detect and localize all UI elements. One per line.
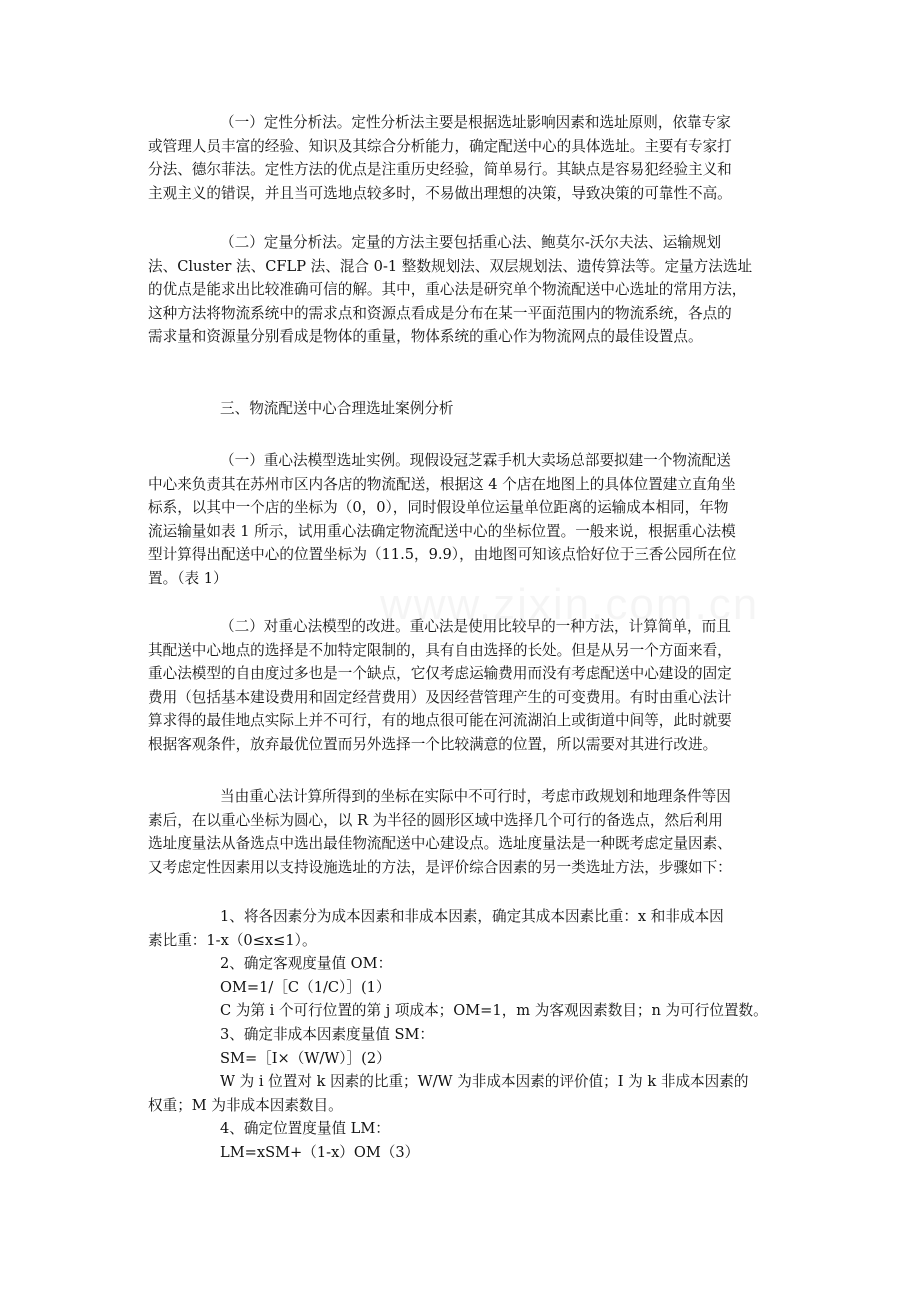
step-2: 2、确定客观度量值 OM： bbox=[220, 955, 393, 973]
procedure-steps bbox=[148, 905, 798, 1165]
paragraph-gravity-example: （一）重心法模型选址实例。现假设冠芝霖手机大卖场总部要拟建一个物流配送 中心来负责其在苏州市区内各店的物流配送，根据这 4 个店在地图上的具体位置建立直角坐 标系，以其中一个店的坐标为（0，0），同时假设单位运量单位距离的运输成本相同，年物 流运输量如表 1 所示，试用重心法确定物流配送中心的坐标位置。一般来说，根据重心法模 型计算得出配送中心的位置坐标为（11.5，9.9），由地图可知该点恰好位于三香公园所在位 置。（表 1） bbox=[148, 452, 737, 587]
formula-2-note: W 为 i 位置对 k 因素的比重；W/W 为非成本因素的评价值；I 为 k 非成本因素的 bbox=[220, 1073, 749, 1091]
paragraph-site-measure: 当由重心法计算所得到的坐标在实际中不可行时，考虑市政规划和地理条件等因 素后，在以重心坐标为圆心，以 R 为半径的圆形区域中选择几个可行的备选点，然后利用 选址度量法从备选点中选出最佳物流配送中心建设点。选址度量法是一种既考虑定量因素、 又考虑定性因素用以支持设施选址的方法，是评价综合因素的另一类选址方法，步骤如下： bbox=[148, 788, 732, 876]
step-3: 3、确定非成本因素度量值 SM： bbox=[220, 1025, 434, 1043]
formula-2: SM=［I×（W/W）］(2） bbox=[220, 1049, 391, 1067]
step-1: 1、将各因素分为成本因素和非成本因素，确定其成本因素比重：x 和非成本因 bbox=[220, 908, 724, 925]
formula-1-note: C 为第 i 个可行位置的第 j 项成本；OM=1，m 为客观因素数目；n 为可行位置数。 bbox=[220, 1002, 768, 1020]
formula-3: LM=xSM+（1-x）OM（3） bbox=[220, 1143, 420, 1161]
step-1-continued: 素比重：1-x（0≤x≤1）。 bbox=[148, 931, 317, 949]
formula-2-note-continued: 权重；M 为非成本因素数目。 bbox=[148, 1096, 343, 1114]
section-heading-3: 三、物流配送中心合理选址案例分析 bbox=[220, 400, 454, 417]
paragraph-gravity-improvement: （二）对重心法模型的改进。重心法是使用比较早的一种方法，计算简单，而且 其配送中心地点的选择是不加特定限制的，具有自由选择的长处。但是从另一个方面来看， 重心法模型的自由度过多也是一个缺点，它仅考虑运输费用而没有考虑配送中心建设的固定 费用（包括基本建设费用和固定经营费用）及因经营管理产生的可变费用。有时由重心法计 算求得的最佳地点实际上并不可行，有的地点很可能在河流湖泊上或街道中间等，此时就要 根据客观条件，放弃最优位置而另外选择一个比较满意的位置，所以需要对其进行改进。 bbox=[148, 618, 732, 753]
step-4: 4、确定位置度量值 LM： bbox=[220, 1120, 390, 1138]
paragraph-qualitative: （一）定性分析法。定性分析法主要是根据选址影响因素和选址原则，依靠专家 或管理人员丰富的经验、知识及其综合分析能力，确定配送中心的具体选址。主要有专家打 分法、德尔菲法。定性方法的优点是注重历史经验，简单易行。其缺点是容易犯经验主义和 主观主义的错误，并且当可选地点较多时，不易做出理想的决策，导致决策的可靠性不高。 bbox=[148, 114, 732, 202]
paragraph-quantitative: （二）定量分析法。定量的方法主要包括重心法、鲍莫尔-沃尔夫法、运输规划 法、Cluster 法、CFLP 法、混合 0-1 整数规划法、双层规划法、遗传算法等。定量方法选址 的优点是能求出比较准确可信的解。其中，重心法是研究单个物流配送中心选址的常用方法， 这种方法将物流系统中的需求点和资源点看成是分布在某一平面范围内的物流系统，各点的 需求量和资源量分别看成是物体的重量，物体系统的重心作为物流网点的最佳设置点。 bbox=[148, 234, 753, 346]
formula-1: OM=1/［C（1/C）］(1） bbox=[220, 978, 391, 996]
